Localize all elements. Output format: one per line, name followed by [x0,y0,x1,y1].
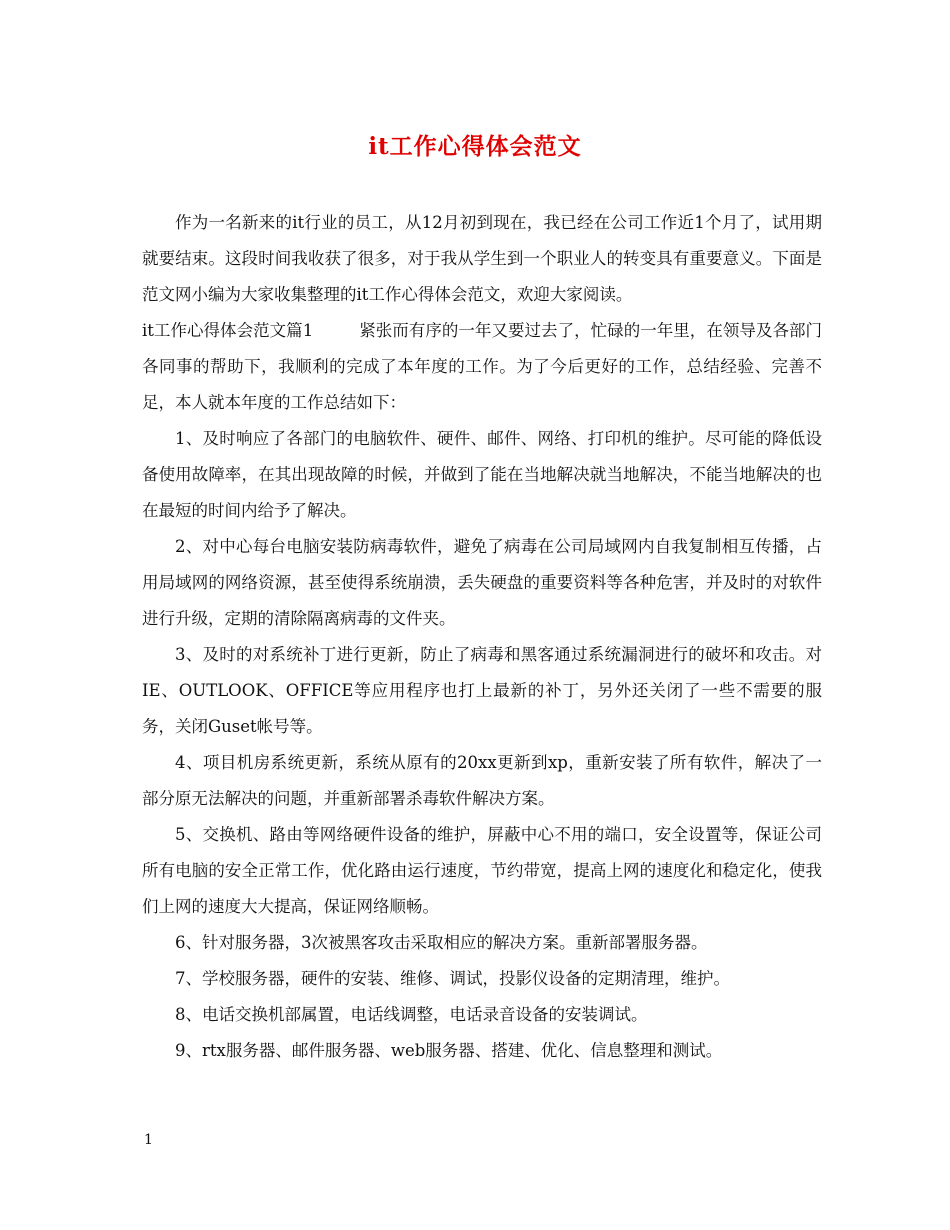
list-item: 4、项目机房系统更新，系统从原有的20xx更新到xp，重新安装了所有软件，解决了一部分原无法解决的问题，并重新部署杀毒软件解决方案。 [142,753,822,808]
section-label: it工作心得体会范文篇1 [142,321,314,340]
list-item: 8、电话交换机部属置，电话线调整，电话录音设备的安装调试。 [175,1005,648,1024]
list-item: 6、针对服务器，3次被黑客攻击采取相应的解决方案。重新部署服务器。 [175,933,708,952]
list-item: 1、及时响应了各部门的电脑软件、硬件、邮件、网络、打印机的维护。尽可能的降低设备使用故障率，在其出现故障的时候，并做到了能在当地解决就当地解决，不能当地解决的也在最短的时间内给予了解决。 [142,429,822,520]
list-item: 3、及时的对系统补丁进行更新，防止了病毒和黑客通过系统漏洞进行的破坏和攻击。对IE、OUTLOOK、OFFICE等应用程序也打上最新的补丁，另外还关闭了一些不需要的服务，关闭Guset帐号等。 [142,645,822,736]
page-number: 1 [144,1132,153,1148]
list-item: 7、学校服务器，硬件的安装、维修、调试，投影仪设备的定期清理，维护。 [175,969,730,988]
document-title: it工作心得体会范文 [368,133,582,160]
list-item: 9、rtx服务器、邮件服务器、web服务器、搭建、优化、信息整理和测试。 [175,1041,723,1060]
section-text: 紧张而有序的一年又要过去了，忙碌的一年里，在领导及各部门各同事的帮助下，我顺利的完成了本年度的工作。为了今后更好的工作，总结经验、完善不足，本人就本年度的工作总结如下： [142,321,823,412]
list-item: 5、交换机、路由等网络硬件设备的维护，屏蔽中心不用的端口，安全设置等，保证公司所有电脑的安全正常工作，优化路由运行速度，节约带宽，提高上网的速度化和稳定化，使我们上网的速度大大提高，保证网络顺畅。 [142,825,822,916]
intro-paragraph: 作为一名新来的it行业的员工，从12月初到现在，我已经在公司工作近1个月了，试用期就要结束。这段时间我收获了很多，对于我从学生到一个职业人的转变具有重要意义。下面是范文网小编为大家收集整理的it工作心得体会范文，欢迎大家阅读。 [142,213,822,304]
section-paragraph [142,313,822,421]
list-item: 2、对中心每台电脑安装防病毒软件，避免了病毒在公司局域网内自我复制相互传播，占用局域网的网络资源，甚至使得系统崩溃，丢失硬盘的重要资料等各种危害，并及时的对软件进行升级，定期的清除隔离病毒的文件夹。 [142,537,822,628]
document-body [142,205,822,1069]
